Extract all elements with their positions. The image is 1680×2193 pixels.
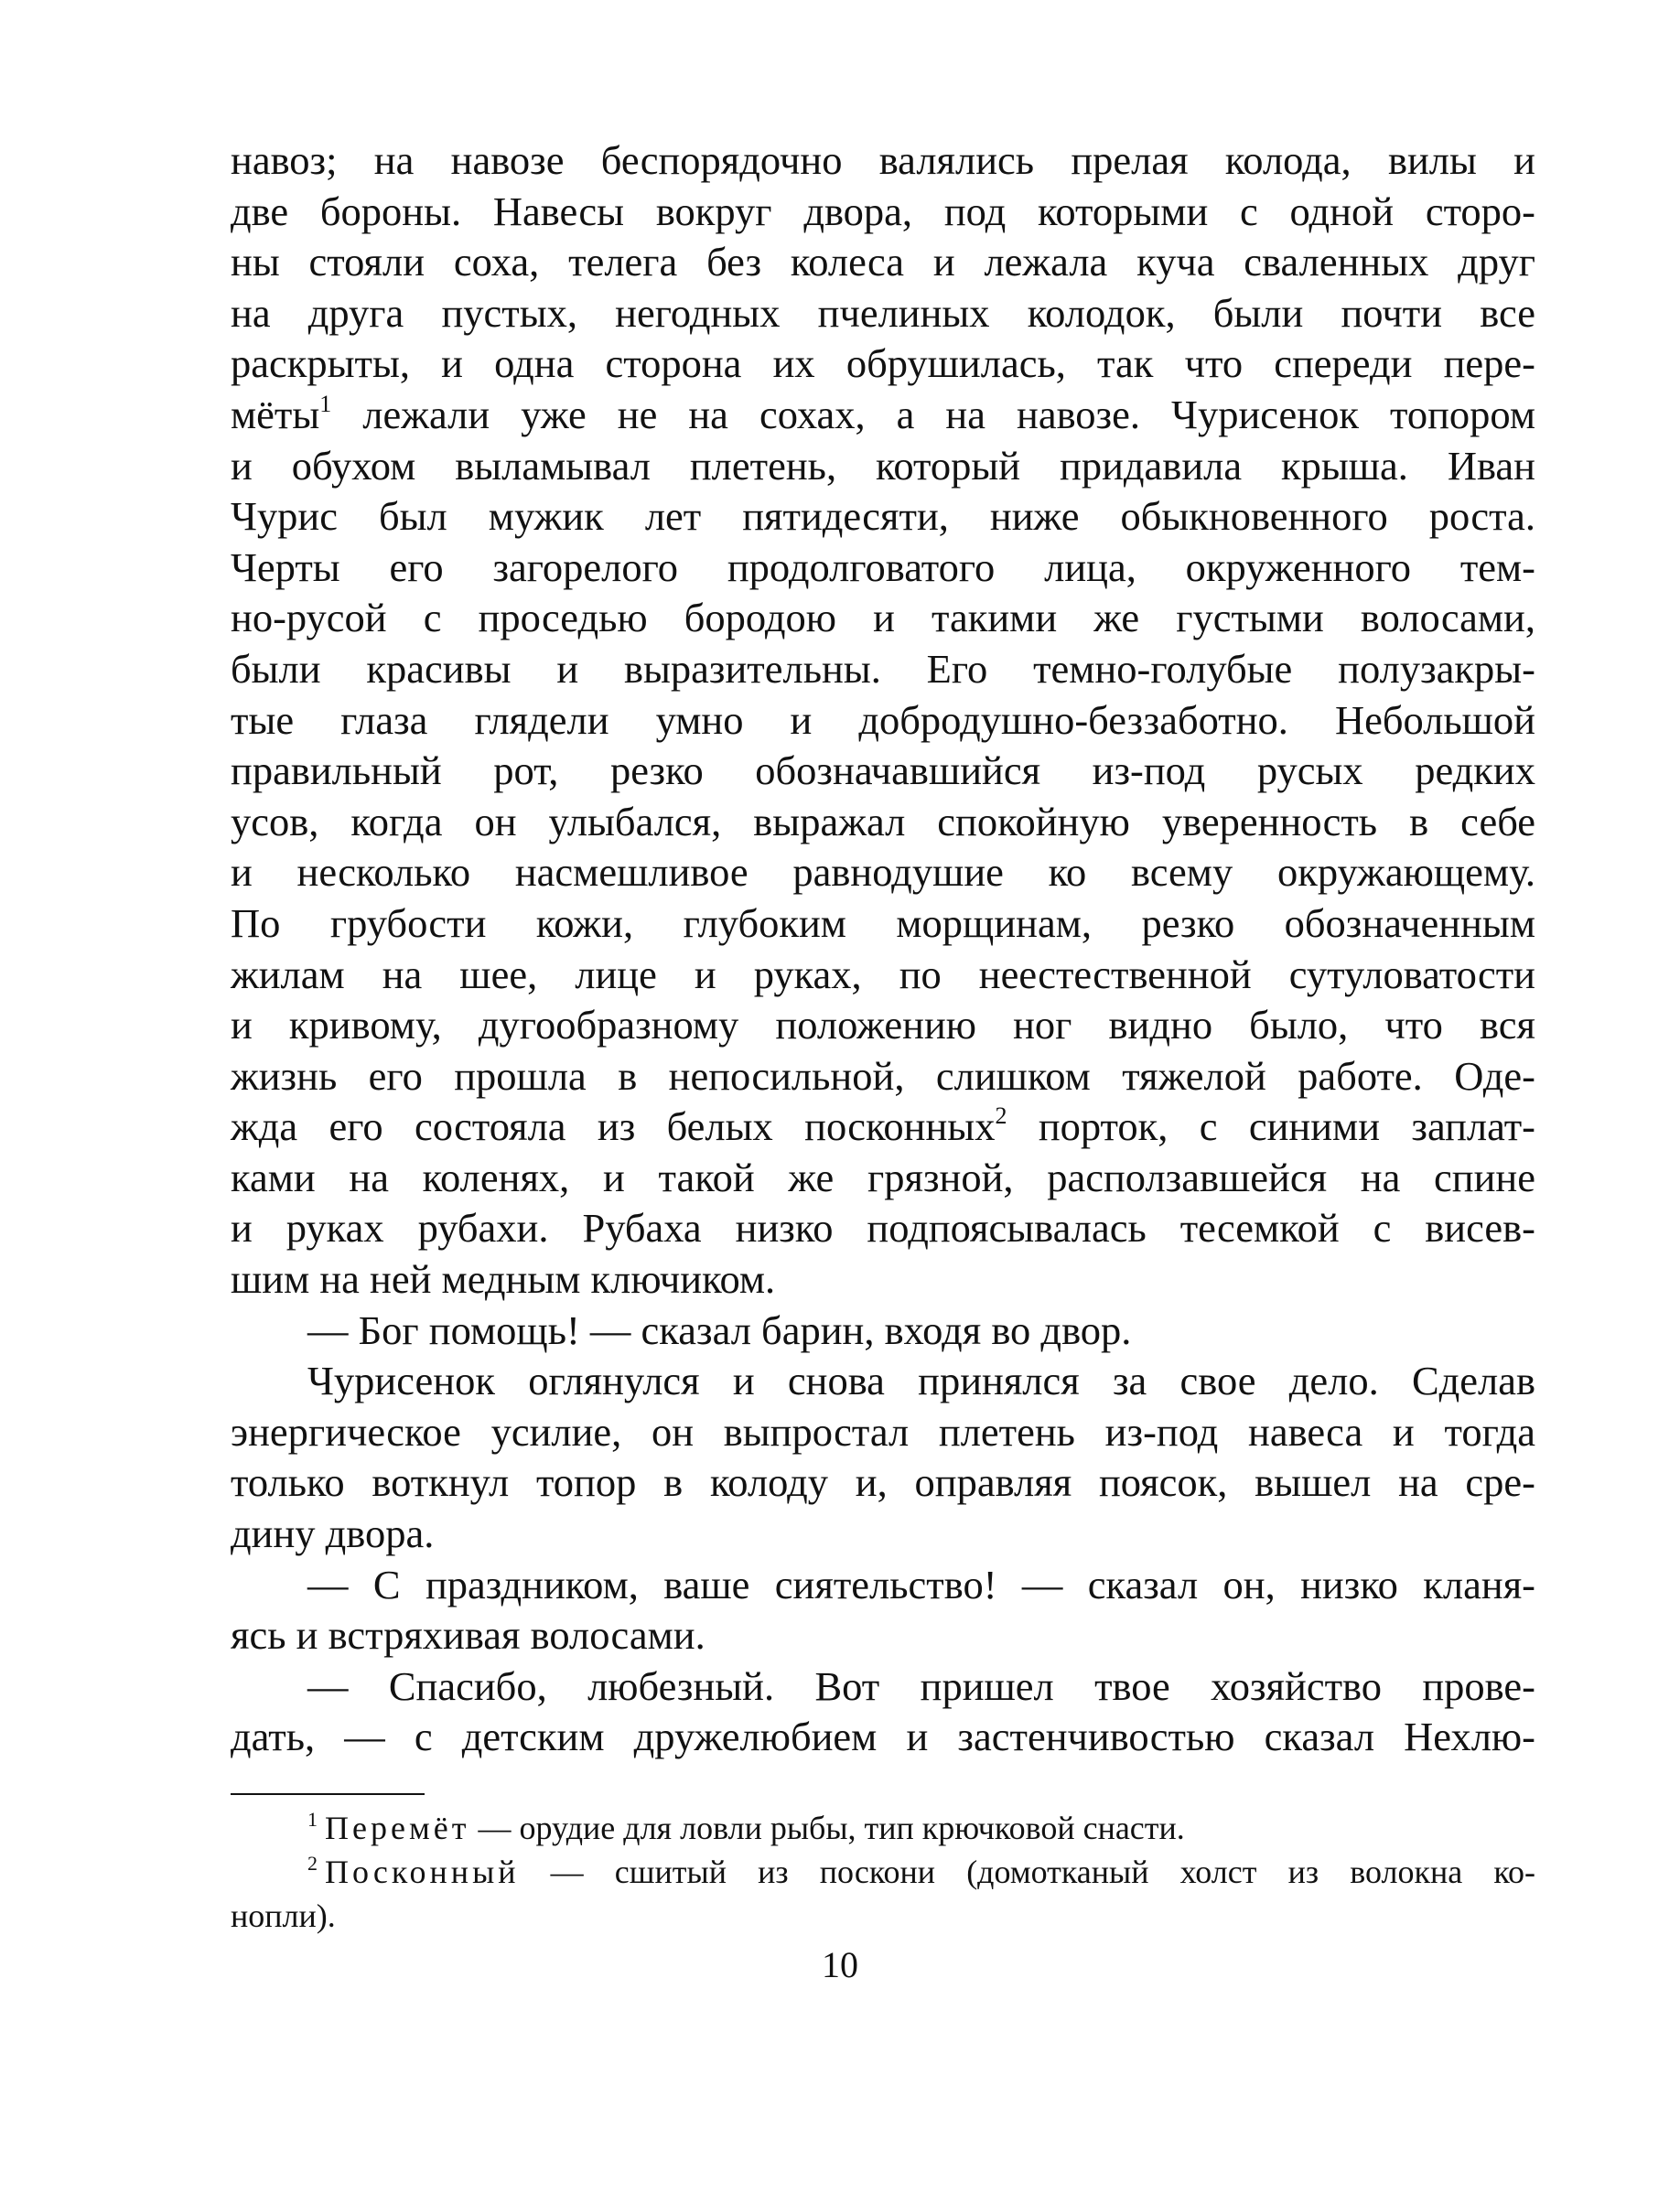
text-line: жилам на шее, лице и руках, по неестественной сутуловатости: [231, 951, 1535, 997]
text-line: были красивы и выразительны. Его темно-голубые полузакры-: [231, 645, 1535, 692]
text-line: ны стояли соха, телега без колеса и лежала куча сваленных друг: [231, 239, 1535, 285]
text-line: и обухом выламывал плетень, который придавила крыша. Иван: [231, 442, 1535, 489]
text-line: на друга пустых, негодных пчелиных колодок, были почти все: [231, 289, 1535, 336]
footnote-1: [231, 1806, 1535, 1850]
text-line: правильный рот, резко обозначавшийся из-под русых редких: [231, 747, 1535, 794]
footnotes: [231, 1806, 1535, 1938]
footnote-ref-2[interactable]: 2: [995, 1102, 1007, 1130]
footnote-term: Посконный: [325, 1854, 520, 1890]
text-line: энергическое усилие, он выпростал плетень из-под навеса и тогда: [231, 1408, 1535, 1455]
footnote-definition: — сшитый из поскони (домотканый холст из волокна ко-: [519, 1854, 1535, 1890]
text-line: шим на ней медным ключиком.: [231, 1256, 776, 1303]
text-line: но-русой с проседью бородою и такими же густыми волосами,: [231, 595, 1535, 641]
text-line: только воткнул топор в колоду и, оправляя поясок, вышел на сре-: [231, 1459, 1535, 1506]
dialogue-line: — Спасибо, любезный. Вот пришел твое хозяйство прове-: [307, 1662, 1535, 1709]
main-text: [231, 135, 1535, 1763]
text-line: ками на коленях, и такой же грязной, расползавшейся на спине: [231, 1154, 1535, 1200]
footnote-term: Перемёт: [325, 1810, 470, 1846]
paragraph-start-line: Чурисенок оглянулся и снова принялся за свое дело. Сделав: [307, 1358, 1535, 1404]
text-line: По грубости кожи, глубоким морщинам, резко обозначенным: [231, 899, 1535, 946]
footnote-number: 2: [307, 1852, 318, 1875]
text-line: навоз; на навозе беспорядочно валялись прелая колода, вилы и: [231, 137, 1535, 183]
footnote-2-continuation: нопли).: [231, 1897, 336, 1934]
text-line: дать, — с детским дружелюбием и застенчивостью сказал Нехлю-: [231, 1714, 1535, 1760]
text-segment: мёты: [231, 391, 320, 437]
footnote-2: [231, 1850, 1535, 1894]
dialogue-line: — Бог помощь! — сказал барин, входя во двор.: [307, 1306, 1132, 1353]
text-line: [231, 390, 1535, 441]
text-line: и несколько насмешливое равнодушие ко всему окружающему.: [231, 849, 1535, 896]
footnote-ref-1[interactable]: 1: [319, 390, 332, 417]
text-line: тые глаза глядели умно и добродушно-беззаботно. Небольшой: [231, 696, 1535, 743]
page-number: 10: [822, 1944, 858, 1985]
text-line: дину двора.: [231, 1510, 435, 1557]
text-line: раскрыты, и одна сторона их обрушилась, так что спереди пере-: [231, 340, 1535, 387]
text-line: [231, 1102, 1535, 1153]
text-line: усов, когда он улыбался, выражал спокойную уверенность в себе: [231, 798, 1535, 844]
text-line: ясь и встряхивая волосами.: [231, 1612, 705, 1659]
text-line: Чурис был мужик лет пятидесяти, ниже обыкновенного роста.: [231, 493, 1535, 540]
text-line: жизнь его прошла в непосильной, слишком тяжелой работе. Оде-: [231, 1052, 1535, 1099]
text-segment: жда его состояла из белых посконных: [231, 1103, 996, 1150]
footnote-number: 1: [307, 1808, 318, 1831]
text-line: две бороны. Навесы вокруг двора, под которыми с одной сторо-: [231, 188, 1535, 234]
dialogue-line: — С праздником, ваше сиятельство! — сказал он, низко кланя-: [307, 1561, 1535, 1607]
text-line: и руках рубахи. Рубаха низко подпоясывалась тесемкой с висев-: [231, 1205, 1535, 1252]
text-segment: лежали уже не на сохах, а на навозе. Чурисенок топором: [362, 391, 1535, 437]
footnote-definition: — орудие для ловли рыбы, тип крючковой снасти.: [469, 1810, 1185, 1846]
text-line: и кривому, дугообразному положению ног видно было, что вся: [231, 1002, 1535, 1048]
text-segment: порток, с синими заплат-: [1038, 1103, 1535, 1150]
footnote-divider: [231, 1793, 425, 1795]
text-line: Черты его загорелого продолговатого лица, окруженного тем-: [231, 543, 1535, 590]
